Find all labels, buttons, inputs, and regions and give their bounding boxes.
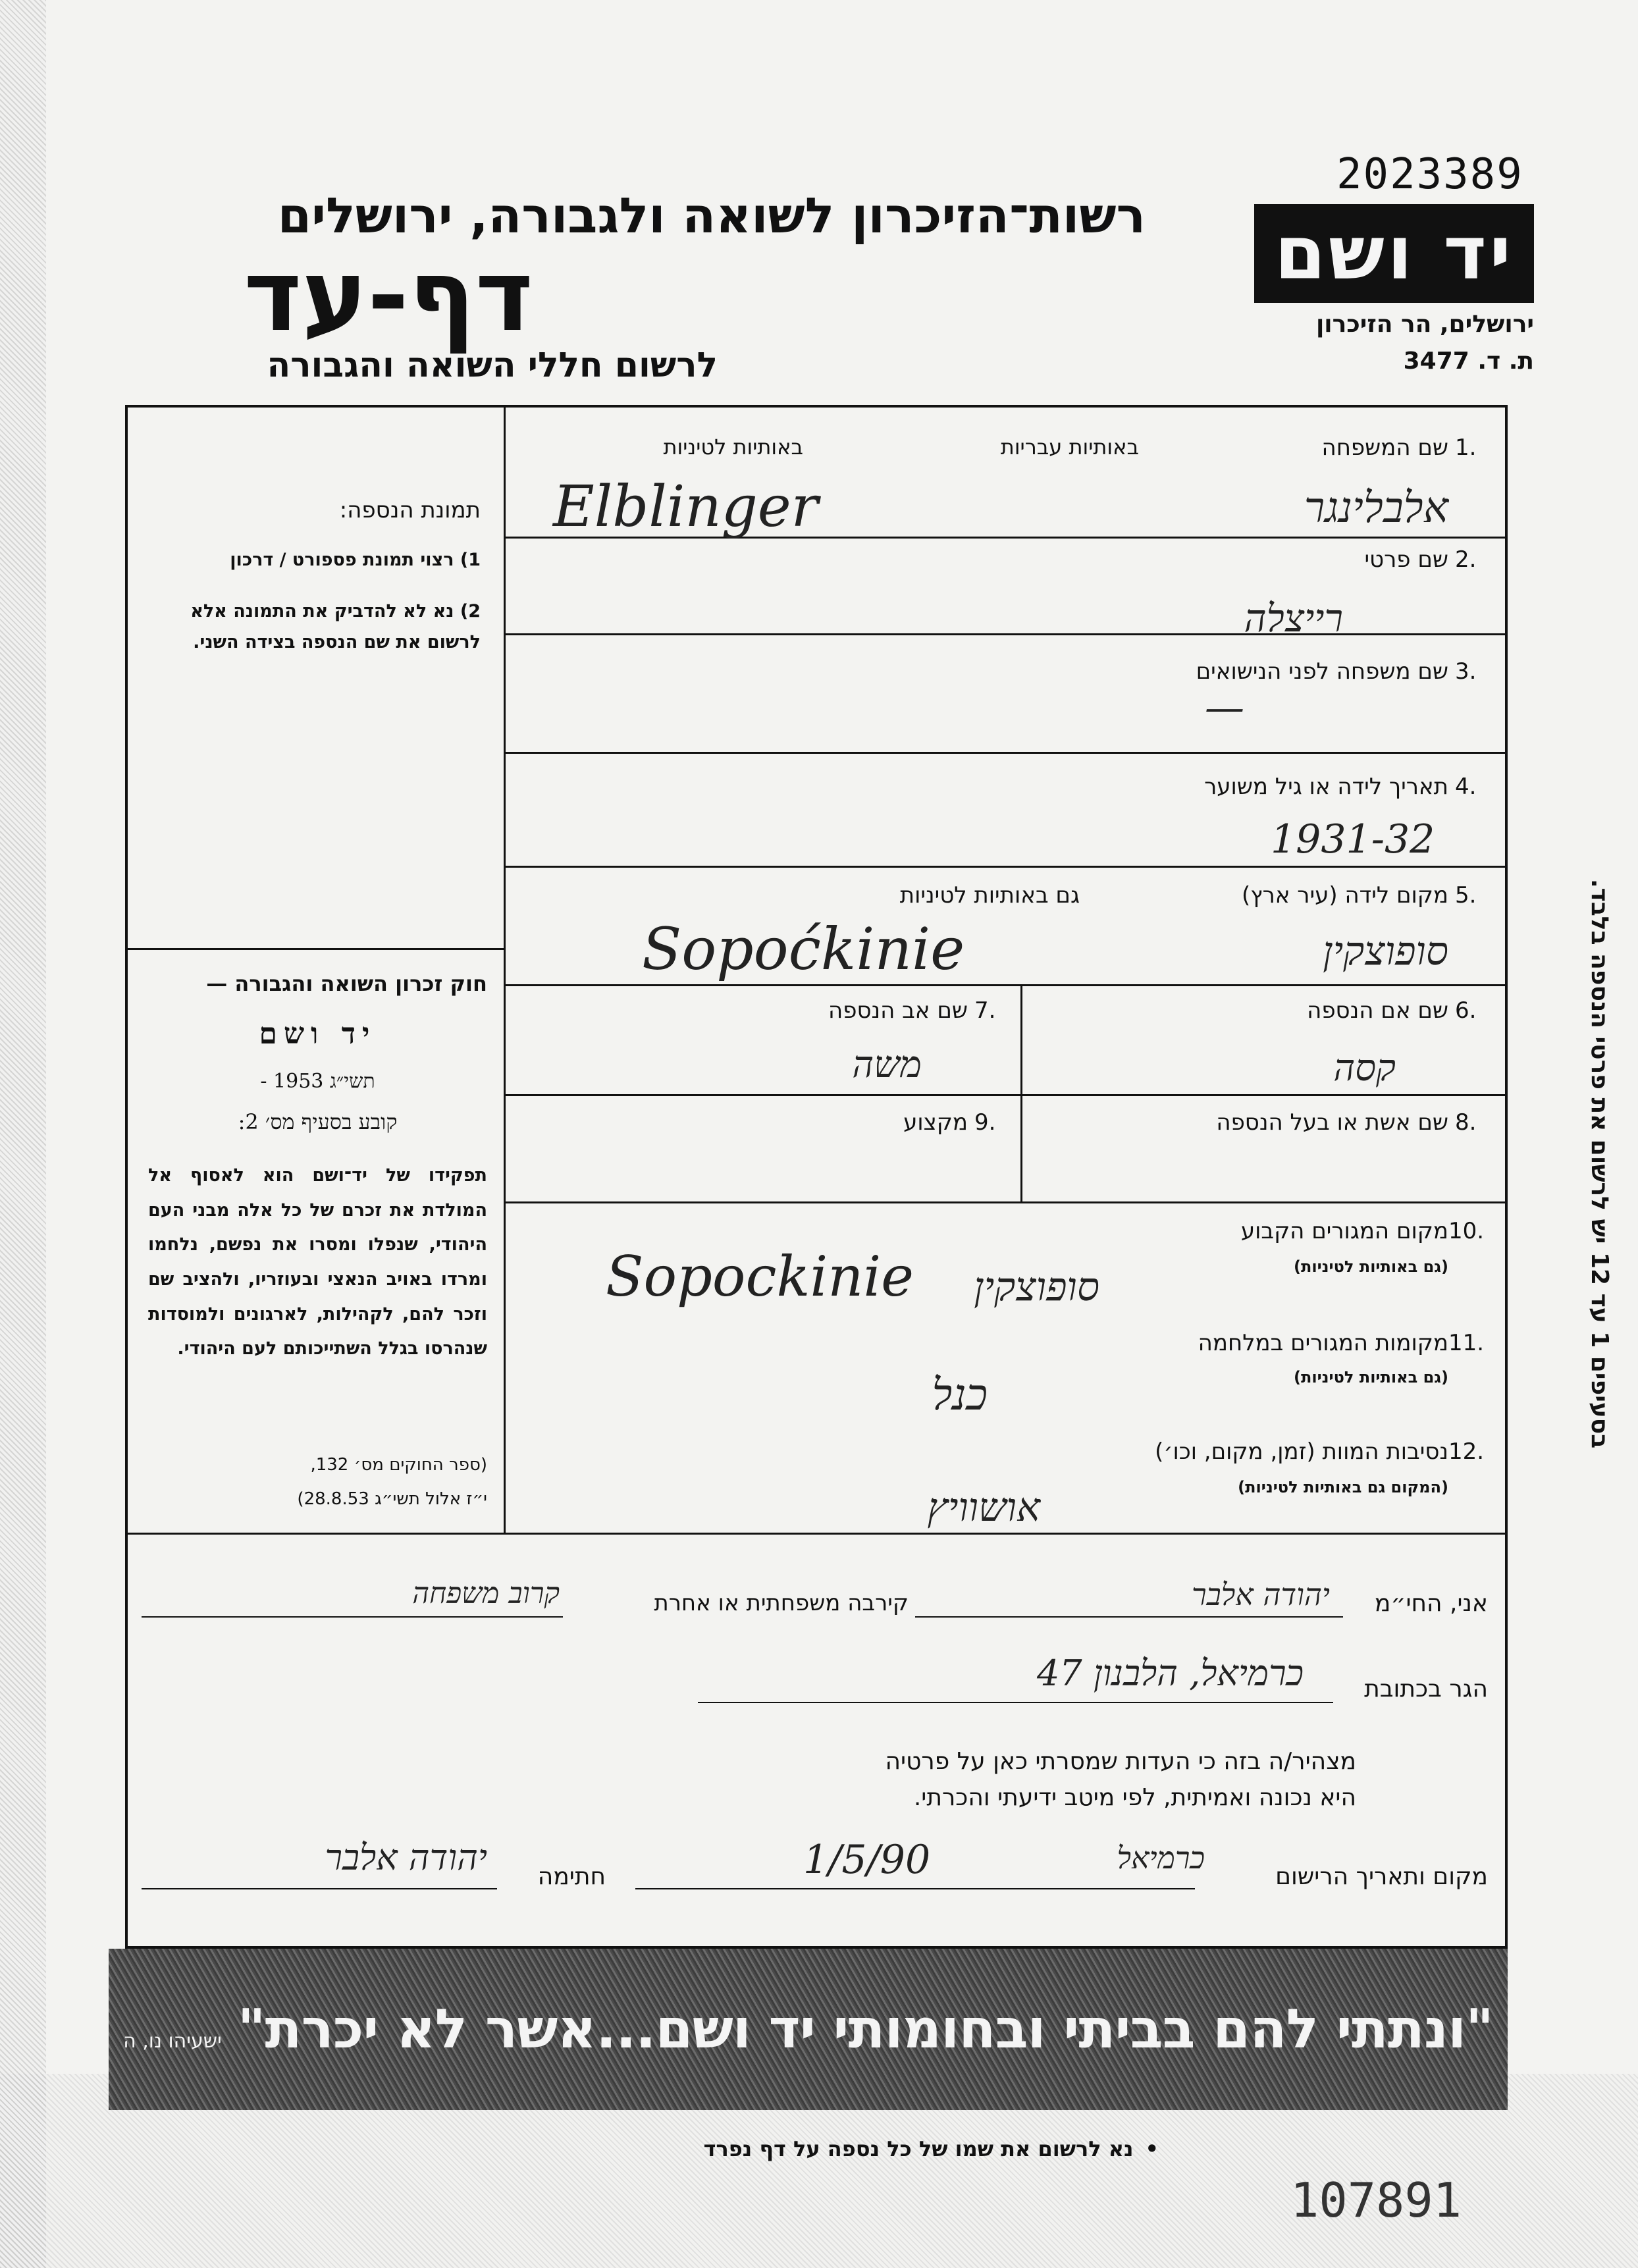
- field-9-num: 9.: [974, 1109, 996, 1136]
- field-1-value-latin: Elblinger: [553, 474, 818, 540]
- row-rule-4: [504, 866, 1508, 868]
- footer-bullet: •: [1145, 2136, 1159, 2161]
- column-header-latin: באותיות לטיניות: [663, 435, 803, 460]
- field-3-value: —: [1205, 685, 1244, 731]
- law-box-source: (ספר החוקים מס׳ 132,: [310, 1455, 487, 1475]
- row-rule-2: [504, 633, 1508, 635]
- signature-line: [142, 1888, 497, 1889]
- banner-source: ישעיהו נו, ה: [123, 2030, 222, 2053]
- fields-bottom-rule: [125, 1533, 1508, 1535]
- field-9-label: מקצוע: [903, 1109, 968, 1136]
- footer-note: [514, 2136, 1159, 2161]
- field-5-value-latin: Sopoćkinie: [642, 915, 965, 983]
- form-subtitle: לרשום חללי השואה והגבורה: [267, 346, 718, 385]
- address-value: כרמיאל, הלבנון 47: [1036, 1652, 1304, 1694]
- field-1-label-text: שם המשפחה: [1321, 435, 1448, 461]
- field-11-num: 11.: [1448, 1330, 1485, 1356]
- field-5-label: מקום לידה (עיר ארץ): [1241, 882, 1448, 909]
- field-10-num: 10.: [1448, 1218, 1485, 1244]
- field-8-num: 8.: [1455, 1109, 1477, 1136]
- field-12-sub: (המקום גם באותיות לטיניות): [1238, 1478, 1448, 1496]
- row-rule-6: [504, 1094, 1508, 1096]
- form-title: דף-עד: [244, 239, 533, 354]
- field-4-value: 1931-32: [1271, 816, 1435, 862]
- field-4-num: 4.: [1455, 774, 1477, 800]
- yad-vashem-logo: [1254, 204, 1534, 303]
- law-box-body: תפקידו של יד־ושם הוא לאסוף אל המולדת את זכרם של כל אלה מבני העם היהודי, שנפלו ומסרו את נפשם, נלחמו ומרדו באויב הנאצי ובעוזריו, ולהציב שם וזכר להם, לקהילות, לארגונים ולמוסדות שנהרסו בגלל השתייכותם לעם היהודי.: [148, 1165, 487, 1359]
- statement-line-1: מצהיר/ה בזה כי העדות שמסרתי כאן על פרטיה: [885, 1748, 1356, 1775]
- declaration-i-am: אני, החי״מ: [1374, 1590, 1488, 1617]
- logo-address: ירושלים, הר הזיכרון: [1315, 311, 1534, 338]
- field-4-label: תאריך לידה או גיל משוער: [1204, 774, 1448, 800]
- row-rule-7: [504, 1201, 1508, 1203]
- column-header-hebrew: באותיות עבריות: [1000, 435, 1139, 460]
- relation-value: קרוב משפחה: [412, 1577, 560, 1610]
- place-date-label: מקום ותאריך הרישום: [1275, 1863, 1488, 1890]
- field-10-sub: (גם באותיות לטיניות): [1294, 1257, 1448, 1276]
- signature-value: יהודה אלבר: [325, 1837, 487, 1878]
- address-label: הגר בכתובת: [1364, 1675, 1488, 1702]
- declarant-line: [915, 1616, 1343, 1618]
- date-value: 1/5/90: [803, 1837, 931, 1883]
- logo-pobox: ת. ד. 3477: [1403, 348, 1534, 375]
- field-7-value: משה: [852, 1043, 922, 1086]
- statement-line-2: היא נכונה ואמיתית, לפי מיטב ידיעתי והכרתי.: [913, 1784, 1356, 1811]
- field-6-label: שם אם הנספה: [1307, 997, 1448, 1024]
- field-11-sub: (גם באותיות לטיניות): [1294, 1368, 1448, 1386]
- field-2-value: רייצלה: [1244, 596, 1343, 641]
- logo-text: יד ושם: [1274, 211, 1514, 296]
- law-box-year: תשי״ג 1953 -: [260, 1070, 375, 1093]
- field-2-num: 2.: [1455, 546, 1477, 573]
- field-5-num: 5.: [1455, 882, 1477, 909]
- field-12-value: אושוויץ: [927, 1485, 1040, 1531]
- row-rule-3: [504, 752, 1508, 754]
- field-6-num: 6.: [1455, 997, 1477, 1024]
- scan-edge-noise: [0, 0, 46, 2268]
- relation-line: [142, 1616, 563, 1618]
- quote-banner: [109, 1949, 1508, 2110]
- field-7-num: 7.: [974, 997, 996, 1024]
- serial-number-top: 2023389: [1336, 150, 1523, 199]
- relation-label: קירבה משפחתית או אחרת: [654, 1590, 909, 1616]
- place-value: כרמיאל: [1117, 1840, 1205, 1876]
- field-8-label: שם אשת או בעל הנספה: [1216, 1109, 1448, 1136]
- field-11-label: מקומות המגורים במלחמה: [1198, 1330, 1448, 1356]
- photo-box-item-1: 1) רצוי תמונת פספורט / דרכון: [230, 550, 481, 570]
- row-6-7-split: [1020, 984, 1022, 1201]
- row-rule-5: [504, 984, 1508, 986]
- photo-box-title: תמונת הנספה:: [339, 497, 481, 523]
- photo-law-separator: [125, 948, 506, 950]
- left-column-divider: [504, 405, 506, 1533]
- banner-quote: "ונתתי להם בביתי ובחומותי יד ושם...אשר לא יכרת": [237, 1998, 1493, 2061]
- field-12-label: נסיבות המוות (זמן, מקום, וכו׳): [1155, 1438, 1448, 1465]
- field-12-num: 12.: [1448, 1438, 1485, 1465]
- law-box-clause: קובע בסעיף מס׳ 2:: [238, 1109, 398, 1134]
- field-1-value-hebrew: אלבלינגר: [1304, 484, 1448, 533]
- field-1-num: 1.: [1455, 435, 1477, 461]
- authority-name: רשות־הזיכרון לשואה ולגבורה, ירושלים: [277, 188, 1146, 244]
- law-box-name: יד ושם: [259, 1017, 377, 1051]
- field-1-label: [1225, 435, 1448, 461]
- address-line: [698, 1702, 1333, 1703]
- declarant-name: יהודה אלבר: [1192, 1577, 1330, 1612]
- law-box-title: חוק זכרון השואה והגבורה —: [206, 971, 487, 996]
- field-10-label: מקום המגורים הקבוע: [1240, 1218, 1448, 1244]
- field-3-num: 3.: [1455, 658, 1477, 685]
- footer-note-text: נא לרשום את שמו של כל נספה על דף נפרד: [703, 2136, 1134, 2161]
- footer-number: 107891: [1290, 2173, 1462, 2228]
- field-5-extra: גם באותיות לטיניות: [899, 882, 1080, 909]
- side-note: בסעיפים 1 עד 12 יש לרשום את פרטי הנספה בלבד.: [1586, 878, 1613, 1448]
- photo-box-item-2: 2) נא לא להדביק את התמונה אלא לרשום את שם הנספה בצידה השני.: [190, 601, 481, 653]
- place-date-line: [635, 1888, 1195, 1889]
- field-10-value-latin: Sopockinie: [606, 1244, 914, 1309]
- field-3-label: שם משפחה לפני הנישואים: [1196, 658, 1448, 685]
- law-box-date: י״ז אלול תשי״ג 28.8.53): [297, 1489, 487, 1509]
- field-10-value-hebrew: סופוצקין: [974, 1264, 1099, 1310]
- field-6-value: קסה: [1333, 1047, 1396, 1090]
- field-5-value-hebrew: סופוצקין: [1323, 928, 1448, 974]
- field-2-label: שם פרטי: [1364, 546, 1448, 573]
- field-11-value: כנל: [932, 1369, 988, 1420]
- signature-label: חתימה: [537, 1863, 606, 1890]
- field-7-label: שם אב הנספה: [828, 997, 968, 1024]
